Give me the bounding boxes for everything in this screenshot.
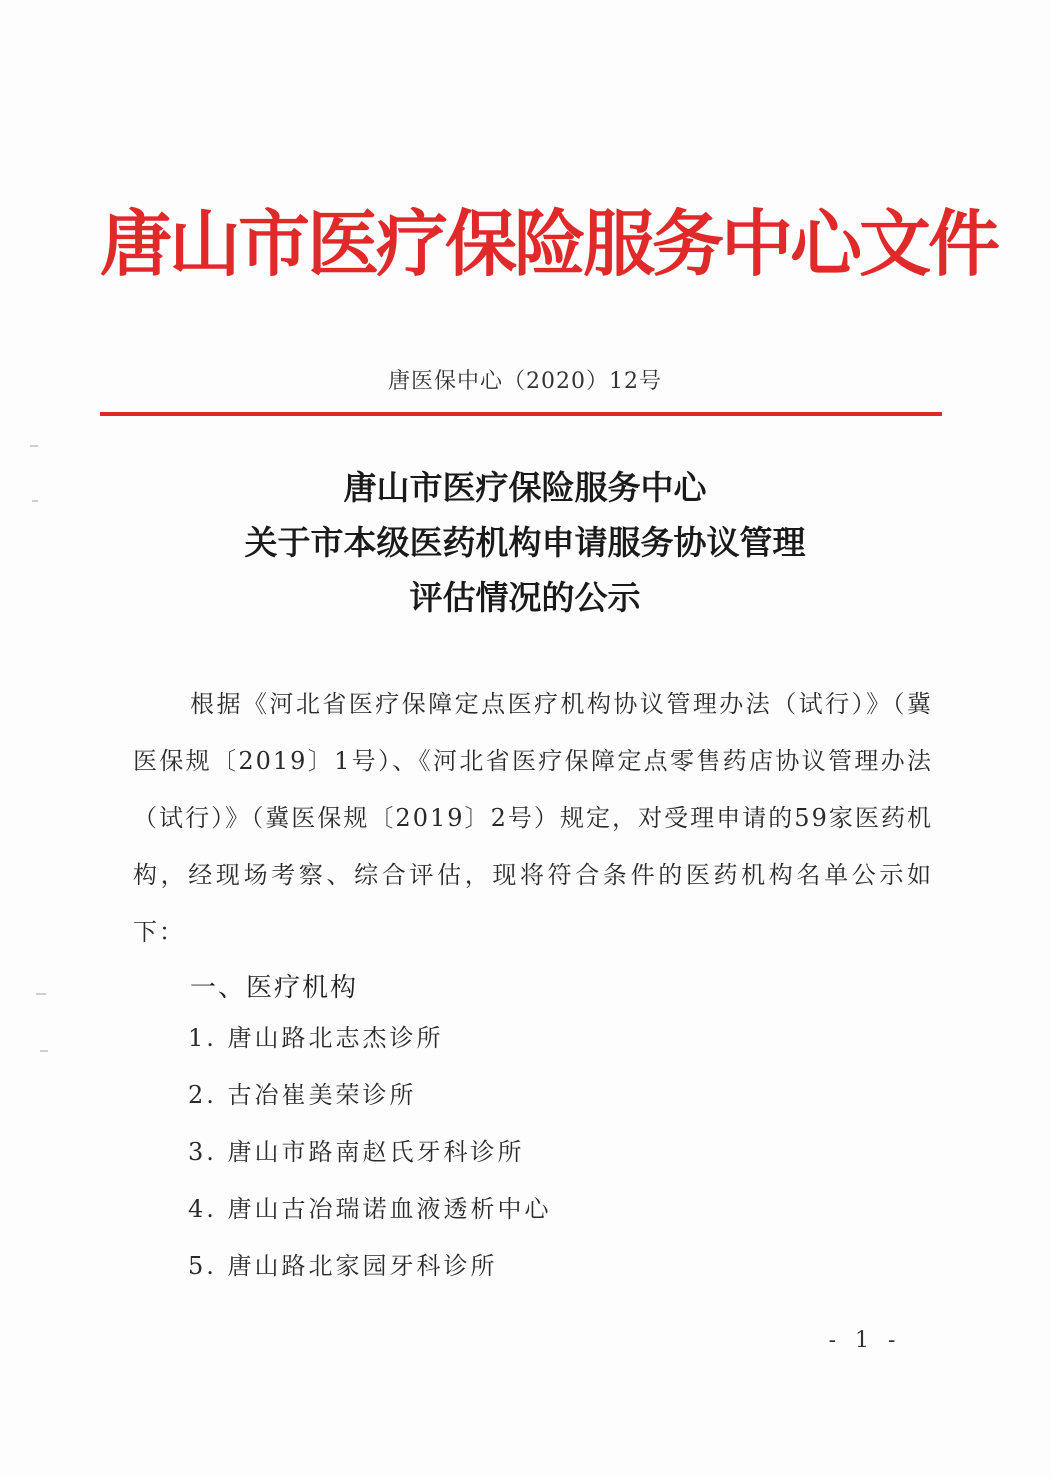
list-item: 5. 唐山路北家园牙科诊所	[188, 1252, 498, 1280]
title-line-1: 唐山市医疗保险服务中心	[343, 468, 707, 507]
title-line-2: 关于市本级医药机构申请服务协议管理	[244, 523, 806, 562]
header-title: 唐山市医疗保险服务中心文件	[100, 202, 998, 286]
scan-mark	[30, 445, 38, 447]
page-number: - 1 -	[828, 1328, 902, 1353]
title-line-3: 评估情况的公示	[409, 578, 641, 617]
list-item: 2. 古冶崔美荣诊所	[188, 1081, 417, 1109]
scan-mark	[40, 1050, 48, 1052]
list-item: 3. 唐山市路南赵氏牙科诊所	[188, 1138, 525, 1166]
body-paragraph: 根据《河北省医疗保障定点医疗机构协议管理办法（试行）》（冀医保规〔2019〕1号）、《河北省医疗保障定点零售药店协议管理办法（试行）》（冀医保规〔2019〕2号）规定，对受理申请的59家医药机构，经现场考察、综合评估，现将符合条件的医药机构名单公示如下：	[133, 690, 933, 946]
scan-mark	[32, 500, 38, 502]
main-title	[100, 460, 950, 625]
list-item: 1. 唐山路北志杰诊所	[188, 1024, 444, 1052]
institution-list	[188, 1010, 552, 1295]
scan-mark	[36, 993, 46, 995]
section-heading: 一、医疗机构	[190, 973, 359, 1003]
list-item: 4. 唐山古冶瑞诺血液透析中心	[188, 1195, 552, 1223]
red-divider-line	[100, 412, 942, 416]
document-number: 唐医保中心（2020）12号	[388, 369, 662, 394]
